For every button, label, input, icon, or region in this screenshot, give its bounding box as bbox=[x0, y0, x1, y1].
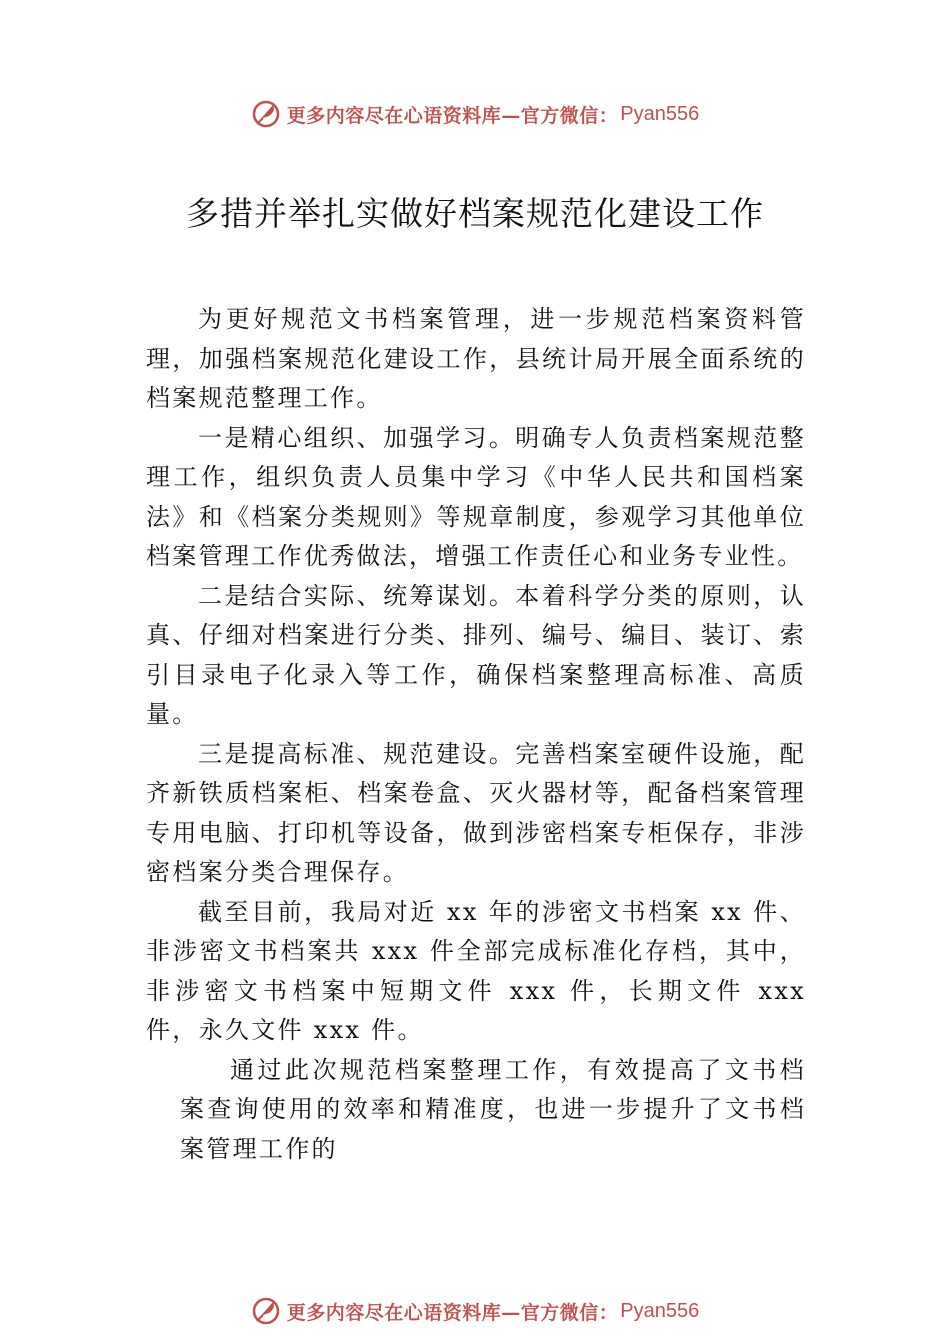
quill-logo-icon bbox=[251, 99, 281, 129]
document-title: 多措并举扎实做好档案规范化建设工作 bbox=[186, 194, 764, 233]
paragraph-point-two: 二是结合实际、统筹谋划。本着科学分类的原则，认真、仔细对档案进行分类、排列、编号、编目、装订、索引目录电子化录入等工作，确保档案整理高标准、高质量。 bbox=[146, 581, 806, 728]
watermark-text: 更多内容尽在心语资料库—官方微信： bbox=[286, 1301, 619, 1324]
quill-logo-icon bbox=[251, 1296, 281, 1326]
watermark-wechat-id: Pyan556 bbox=[620, 102, 700, 125]
watermark-wechat-id: Pyan556 bbox=[620, 1299, 700, 1322]
document-body bbox=[146, 300, 806, 1169]
watermark-text: 更多内容尽在心语资料库—官方微信： bbox=[286, 104, 619, 127]
paragraph-intro: 为更好规范文书档案管理，进一步规范档案资料管理，加强档案规范化建设工作，县统计局开展全面系统的档案规范整理工作。 bbox=[146, 305, 806, 412]
paragraph-point-one: 一是精心组织、加强学习。明确专人负责档案规范整理工作，组织负责人员集中学习《中华人民共和国档案法》和《档案分类规则》等规章制度，参观学习其他单位档案管理工作优秀做法，增强工作责任心和业务专业性。 bbox=[146, 423, 806, 570]
paragraph-conclusion: 通过此次规范档案整理工作，有效提高了文书档案查询使用的效率和精准度，也进一步提升了文书档案管理工作的 bbox=[180, 1055, 806, 1163]
footer-watermark bbox=[0, 1291, 950, 1331]
header-watermark bbox=[0, 94, 950, 134]
paragraph-progress: 截至目前，我局对近 xx 年的涉密文书档案 xx 件、非涉密文书档案共 xxx 件全部完成标准化存档，其中，非涉密文书档案中短期文件 xxx 件，长期文件 xxx 件，永久文件 xxx 件。 bbox=[146, 897, 806, 1044]
paragraph-point-three: 三是提高标准、规范建设。完善档案室硬件设施，配齐新铁质档案柜、档案卷盒、灭火器材等，配备档案管理专用电脑、打印机等设备，做到涉密档案专柜保存，非涉密档案分类合理保存。 bbox=[146, 739, 806, 886]
